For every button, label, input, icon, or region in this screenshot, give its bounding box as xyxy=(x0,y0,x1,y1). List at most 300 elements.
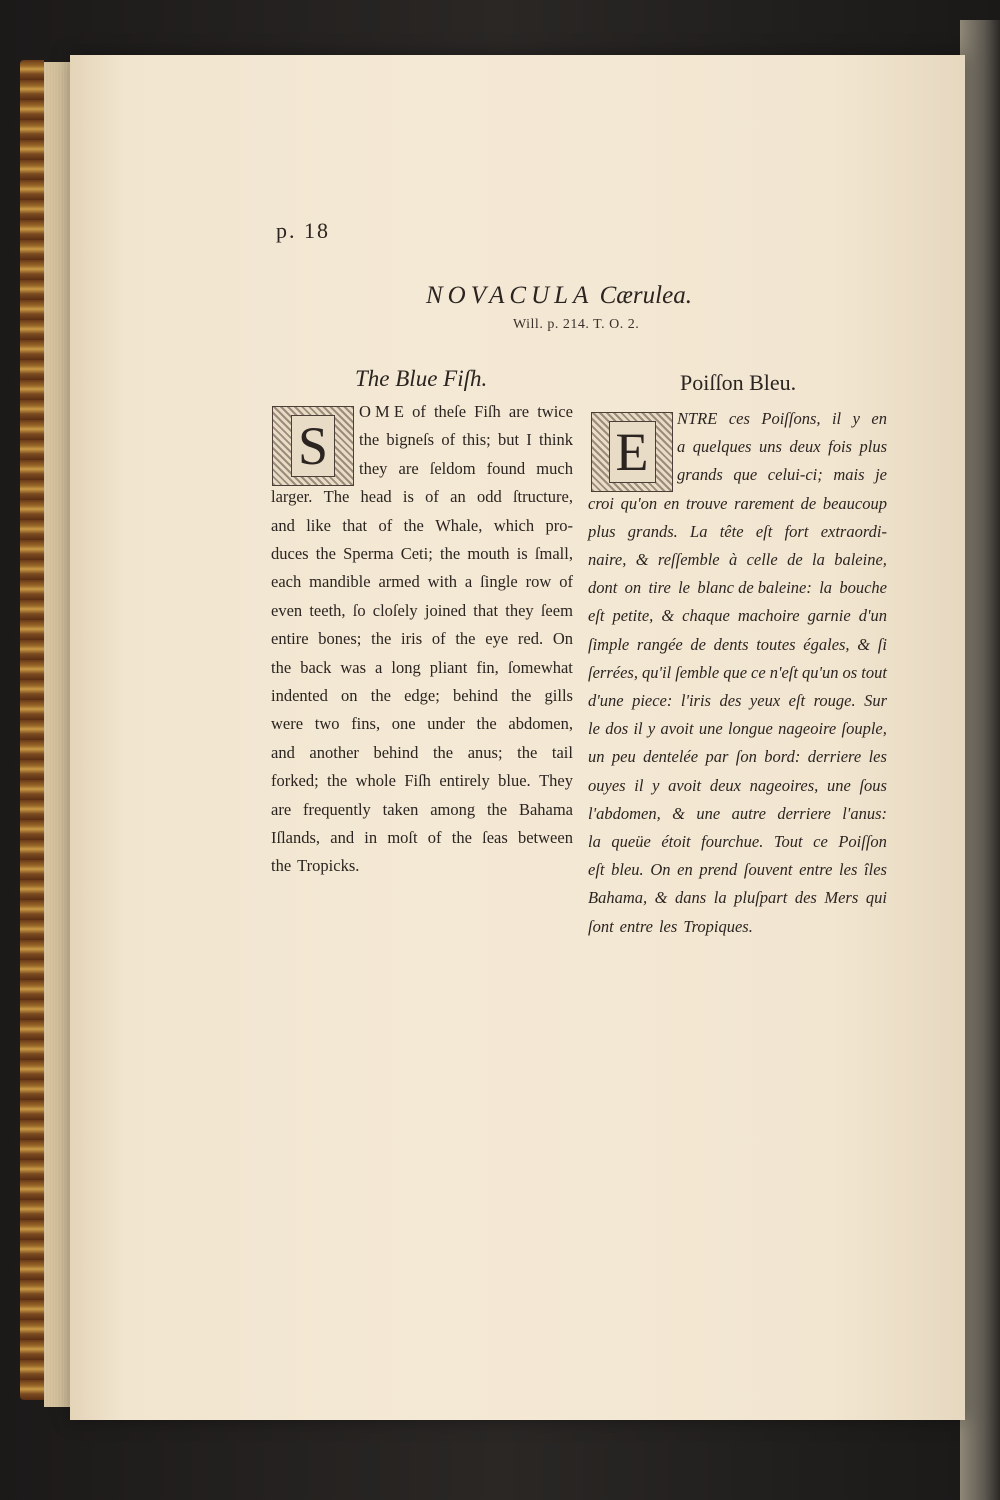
english-word: the xyxy=(517,742,538,762)
french-word: n'eſt xyxy=(769,662,798,682)
english-word: ſeldom xyxy=(429,458,476,478)
french-word: il xyxy=(831,409,842,428)
english-word: row xyxy=(525,572,552,592)
french-line xyxy=(588,832,887,860)
french-word: une xyxy=(698,719,723,739)
french-word: en xyxy=(871,409,887,428)
french-line xyxy=(588,860,887,888)
french-word: plus xyxy=(859,437,887,457)
french-word: d'un xyxy=(858,606,887,626)
french-line xyxy=(588,888,887,916)
english-word: behind xyxy=(453,686,498,705)
french-word: baleine, xyxy=(834,550,887,569)
english-word: found xyxy=(486,458,526,478)
english-word: and xyxy=(271,515,295,535)
french-word: machoire xyxy=(737,606,800,626)
english-word: ſeas xyxy=(482,828,508,847)
french-word: ce xyxy=(751,662,766,682)
english-word: whole xyxy=(355,771,396,791)
english-word: in xyxy=(364,828,378,847)
english-word: ſo xyxy=(352,600,366,620)
english-word: long xyxy=(391,657,421,677)
english-word: under xyxy=(427,714,465,734)
french-word: deux xyxy=(709,775,741,795)
french-word: Poiſſons, xyxy=(761,409,821,428)
english-word: head xyxy=(360,487,392,507)
french-word: celui-ci; xyxy=(767,465,823,485)
french-line xyxy=(588,776,887,804)
french-line xyxy=(588,691,887,719)
french-heading: Poiſſon Bleu. xyxy=(680,370,797,395)
french-word: le xyxy=(588,719,600,739)
english-word: bigneſs xyxy=(386,430,435,450)
french-word: pluſpart xyxy=(734,888,788,908)
french-word: peu xyxy=(611,747,636,767)
english-line xyxy=(271,743,573,771)
english-word: the xyxy=(486,799,508,819)
french-word: bouche xyxy=(839,578,887,598)
french-word: ce xyxy=(813,832,828,851)
french-word: entre xyxy=(799,860,833,880)
english-word: even xyxy=(271,600,303,620)
french-line xyxy=(677,465,887,493)
french-word: qu'il xyxy=(641,662,672,682)
english-line xyxy=(271,601,573,629)
english-word: ſeem xyxy=(540,600,573,620)
english-line xyxy=(271,800,573,828)
french-word: une xyxy=(826,775,851,795)
french-word: extraordi- xyxy=(820,521,887,541)
english-word: entirely xyxy=(439,771,490,791)
english-word: Bahama xyxy=(518,799,573,819)
french-line xyxy=(588,522,887,550)
english-word: this; xyxy=(462,430,491,450)
french-word: tout xyxy=(861,662,887,682)
french-word: chaque xyxy=(682,606,730,626)
french-word: a xyxy=(677,437,686,457)
french-word: ſerrées, xyxy=(588,662,638,682)
english-word: are xyxy=(271,799,292,819)
title-species: Cærulea. xyxy=(599,282,692,309)
page-title xyxy=(426,282,692,310)
english-word: cloſely xyxy=(372,600,418,620)
french-line xyxy=(588,663,887,691)
french-word: que xyxy=(723,662,748,682)
english-word: are xyxy=(508,402,530,421)
english-line xyxy=(359,402,573,430)
french-word: la xyxy=(588,832,601,851)
english-word: gills xyxy=(544,686,573,705)
french-word: l'abdomen, xyxy=(588,803,661,823)
french-line xyxy=(588,747,887,775)
english-word: theſe xyxy=(433,402,467,421)
english-word: indented xyxy=(271,686,328,705)
french-word: celle xyxy=(746,550,778,569)
english-word: pliant xyxy=(429,657,468,677)
english-word: tail xyxy=(551,742,573,762)
french-word: Tout xyxy=(773,832,803,851)
french-word: deux xyxy=(789,437,821,457)
english-word: Fiſh xyxy=(474,402,501,421)
french-word: y xyxy=(852,409,860,428)
french-word: ſont xyxy=(588,916,614,936)
english-word: pro- xyxy=(545,515,573,535)
french-word: & xyxy=(857,634,871,654)
french-word: trouve xyxy=(685,493,728,513)
title-genus: NOVACULA xyxy=(426,282,594,309)
french-word: La xyxy=(690,521,708,541)
french-word: l'anus: xyxy=(842,803,887,823)
french-word: le xyxy=(678,578,691,598)
french-word: bleu. xyxy=(611,860,644,880)
french-word: Mers xyxy=(824,888,859,908)
english-word: O M E xyxy=(359,402,404,421)
french-word: les xyxy=(658,916,678,936)
french-word: & xyxy=(635,550,649,569)
french-word: queüe xyxy=(611,832,651,851)
english-word: eye xyxy=(485,629,509,649)
english-word: they xyxy=(359,458,388,478)
english-word: the xyxy=(403,515,424,535)
english-word: of xyxy=(559,572,573,592)
english-word: taken xyxy=(382,799,419,819)
french-word: prend xyxy=(699,860,738,880)
french-word: y xyxy=(652,775,660,795)
french-word: derriere xyxy=(777,803,831,823)
french-word: quelques xyxy=(692,437,752,457)
french-word: des xyxy=(794,888,817,908)
french-word: plus xyxy=(588,521,616,541)
english-word: the xyxy=(315,544,336,563)
french-line xyxy=(588,635,887,663)
english-word: on xyxy=(341,686,358,705)
english-word: with xyxy=(427,572,457,592)
english-word: was xyxy=(340,657,367,677)
french-word: eſt xyxy=(755,521,773,541)
french-line xyxy=(588,606,887,634)
french-word: Bahama, xyxy=(588,888,648,908)
french-line xyxy=(588,719,887,747)
french-word: des xyxy=(719,691,742,710)
french-word: à xyxy=(728,550,738,569)
french-word: l'iris xyxy=(680,691,711,710)
french-word: rangée xyxy=(636,634,683,654)
french-word: NTRE xyxy=(677,409,718,428)
french-word: avoit xyxy=(660,719,694,739)
french-line xyxy=(588,804,887,832)
english-word: Sperma xyxy=(343,544,394,563)
english-word: the xyxy=(476,714,497,734)
french-word: ſouvent xyxy=(743,860,793,880)
english-word: that xyxy=(342,515,368,535)
english-word: of xyxy=(431,629,446,649)
english-word: ſmall, xyxy=(534,544,573,563)
english-word: iris xyxy=(401,629,423,649)
french-word: mais xyxy=(833,465,865,485)
english-word: anus; xyxy=(467,742,503,762)
french-word: dans xyxy=(675,888,707,908)
french-word: avoit xyxy=(668,775,702,795)
english-word: Iſlands, xyxy=(271,828,321,847)
french-word: ſon xyxy=(735,747,757,767)
english-word: behind xyxy=(373,742,419,762)
french-word: en xyxy=(677,860,693,880)
french-word: dont xyxy=(588,578,618,598)
english-word: that xyxy=(473,600,499,620)
french-word: dentelée xyxy=(643,747,699,767)
french-word: On xyxy=(650,860,671,880)
french-word: eſt xyxy=(588,860,605,880)
english-line xyxy=(271,856,573,884)
french-word: fort xyxy=(784,521,809,541)
english-word: an xyxy=(450,487,466,507)
french-word: blanc de baleine: xyxy=(697,578,812,598)
english-word: and xyxy=(330,828,355,847)
english-word: entire xyxy=(271,629,309,649)
english-word: The xyxy=(323,487,350,507)
french-word: d'une xyxy=(588,691,624,710)
english-word: They xyxy=(539,771,573,791)
french-word: beaucoup xyxy=(822,493,887,513)
english-word: another xyxy=(309,742,359,762)
english-word: the xyxy=(440,544,461,563)
french-word: il xyxy=(633,719,643,739)
english-word: bones; xyxy=(318,629,362,649)
english-word: blue. xyxy=(498,771,531,791)
french-word: tête xyxy=(719,521,744,541)
english-word: twice xyxy=(537,402,573,421)
french-drop-cap xyxy=(591,412,673,492)
french-word: & xyxy=(661,606,675,626)
french-line xyxy=(677,409,887,437)
english-word: larger. xyxy=(271,487,313,507)
english-word: Fiſh xyxy=(404,771,431,791)
french-word: piece: xyxy=(632,691,673,710)
english-word: the xyxy=(432,742,454,762)
french-word: égales, xyxy=(803,634,850,654)
english-word: armed xyxy=(378,572,420,592)
english-word: Tropicks. xyxy=(297,856,360,876)
french-word: qu'un xyxy=(802,662,839,682)
english-word: ſomewhat xyxy=(507,657,573,677)
facing-page-edge xyxy=(960,20,1000,1500)
english-word: abdomen, xyxy=(508,714,573,734)
french-word: reſſemble xyxy=(657,550,720,569)
french-word: de xyxy=(800,493,817,513)
english-word: two xyxy=(314,714,340,734)
french-word: y xyxy=(647,719,656,739)
english-drop-cap xyxy=(272,406,354,486)
english-word: they xyxy=(505,600,534,620)
english-line xyxy=(271,487,573,515)
french-word: tire xyxy=(648,578,671,598)
french-word: de xyxy=(690,634,706,654)
french-word: petite, xyxy=(612,606,654,626)
french-word: rarement xyxy=(734,493,795,513)
french-word: eſt xyxy=(788,691,806,710)
english-word: the xyxy=(370,686,391,705)
english-word: of xyxy=(441,430,456,450)
french-word: de xyxy=(787,550,803,569)
french-line xyxy=(588,917,887,945)
french-word: étoit xyxy=(661,832,691,851)
french-word: une xyxy=(696,803,721,823)
french-word: en xyxy=(663,493,680,513)
french-word: toutes xyxy=(756,634,796,654)
english-word: one xyxy=(391,714,416,734)
english-word: fin, xyxy=(476,657,499,677)
french-word: les xyxy=(868,747,887,767)
english-line xyxy=(271,516,573,544)
english-line xyxy=(271,828,573,856)
english-word: of xyxy=(425,487,439,507)
english-word: edge; xyxy=(404,686,440,705)
french-word: autre xyxy=(731,803,766,823)
english-word: duces xyxy=(271,544,309,563)
english-word: teeth, xyxy=(309,600,346,620)
french-word: garnie xyxy=(807,606,851,626)
french-word: Poiſſon xyxy=(838,832,887,851)
french-word: & xyxy=(672,803,685,823)
english-word: a xyxy=(375,657,383,677)
english-word: were xyxy=(271,714,304,734)
french-word: ces xyxy=(728,409,750,428)
french-word: ouyes xyxy=(588,775,626,795)
french-word: nageoires, xyxy=(749,775,819,795)
french-line xyxy=(588,578,887,606)
english-word: of xyxy=(412,402,426,421)
english-word: are xyxy=(398,458,419,478)
french-drop-cap-letter: E xyxy=(609,421,656,483)
english-word: each xyxy=(271,572,302,592)
english-word: On xyxy=(552,629,573,649)
french-word: les xyxy=(839,860,858,880)
english-word: the xyxy=(371,629,392,649)
french-word: eſt xyxy=(588,606,605,626)
french-word: ſimple xyxy=(588,634,630,654)
english-word: of xyxy=(427,828,442,847)
english-line xyxy=(359,430,573,458)
french-word: que xyxy=(733,465,758,485)
english-word: the xyxy=(271,856,292,876)
french-word: derriere xyxy=(807,747,862,767)
french-word: & xyxy=(654,888,668,908)
french-word: qui xyxy=(865,888,887,908)
english-word: Whale, xyxy=(435,515,483,535)
french-word: nageoire xyxy=(778,719,837,739)
english-word: ſtructure, xyxy=(512,487,573,507)
french-word: grands. xyxy=(627,521,678,541)
english-word: ſingle xyxy=(480,572,518,592)
english-word: moſt xyxy=(387,828,418,847)
french-word: fois xyxy=(828,437,852,457)
english-word: much xyxy=(536,458,573,478)
french-line xyxy=(588,494,887,522)
page-number: p. 18 xyxy=(276,218,330,243)
french-word: la xyxy=(713,888,727,908)
french-word: Sur xyxy=(864,691,887,710)
english-word: mandible xyxy=(309,572,371,592)
french-word: os xyxy=(842,662,858,682)
french-word: je xyxy=(875,465,887,485)
french-line xyxy=(677,437,887,465)
french-word: grands xyxy=(677,465,723,485)
english-word: mouth xyxy=(467,544,510,563)
english-word: the xyxy=(359,430,380,450)
french-word: rouge. xyxy=(813,691,856,710)
english-word: I xyxy=(526,430,532,450)
french-word: par xyxy=(705,747,729,767)
french-word: croi xyxy=(588,493,614,513)
english-word: odd xyxy=(476,487,502,507)
french-word: longue xyxy=(727,719,773,739)
french-word: ſi xyxy=(877,634,887,654)
english-word: the xyxy=(451,828,472,847)
french-word: dos xyxy=(605,719,629,739)
english-line xyxy=(271,544,573,572)
french-word: naire, xyxy=(588,550,627,569)
french-word: fourchue. xyxy=(701,832,764,851)
french-word: un xyxy=(588,747,605,767)
reference: Will. p. 214. T. O. 2. xyxy=(513,317,640,332)
english-word: among xyxy=(430,799,476,819)
english-word: the xyxy=(327,771,348,791)
english-line xyxy=(271,714,573,742)
english-line xyxy=(271,771,573,799)
english-word: red. xyxy=(517,629,544,649)
french-word: uns xyxy=(758,437,782,457)
english-word: frequently xyxy=(302,799,371,819)
english-word: like xyxy=(306,515,331,535)
english-word: but xyxy=(497,430,520,450)
french-word: ſous xyxy=(859,775,887,795)
english-line xyxy=(271,572,573,600)
french-line xyxy=(588,550,887,578)
french-word: ſemble xyxy=(675,662,720,682)
french-word: la xyxy=(819,578,833,598)
french-word: qu'on xyxy=(620,493,658,513)
english-line xyxy=(271,686,573,714)
french-word: entre xyxy=(619,916,653,936)
english-drop-cap-letter: S xyxy=(291,415,335,477)
english-word: which xyxy=(493,515,535,535)
english-word: Ceti; xyxy=(400,544,433,563)
english-word: is xyxy=(516,544,528,563)
english-heading: The Blue Fiſh. xyxy=(355,366,488,391)
english-word: of xyxy=(378,515,393,535)
english-word: the xyxy=(455,629,476,649)
french-word: ſouple, xyxy=(841,719,887,739)
english-line xyxy=(271,629,573,657)
english-word: and xyxy=(271,742,295,762)
english-word: forked; xyxy=(271,771,319,791)
english-word: fins, xyxy=(351,714,381,734)
english-word: a xyxy=(464,572,473,592)
book-spine xyxy=(20,60,44,1400)
english-line xyxy=(271,658,573,686)
french-word: Tropiques. xyxy=(683,916,753,936)
english-word: think xyxy=(539,430,573,450)
english-word: back xyxy=(300,657,332,677)
french-word: dents xyxy=(713,634,749,654)
english-word: joined xyxy=(424,600,467,620)
english-word: the xyxy=(271,657,292,677)
english-word: the xyxy=(511,686,532,705)
french-word: bord: xyxy=(764,747,801,767)
english-word: is xyxy=(402,487,414,507)
english-line xyxy=(359,459,573,487)
french-word: on xyxy=(624,578,642,598)
